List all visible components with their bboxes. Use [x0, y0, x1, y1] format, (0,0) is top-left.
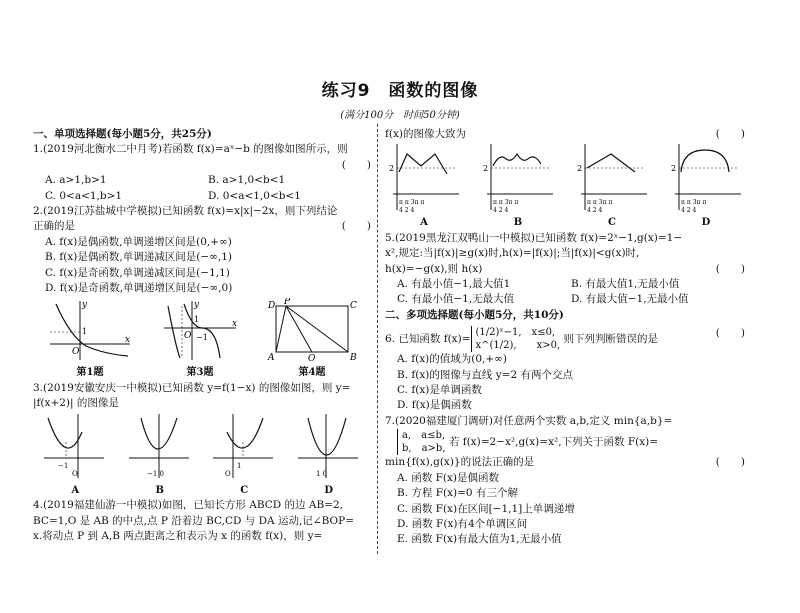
tick-label-1: 1: [194, 315, 200, 325]
section-header-multiple-choice: 二、多项选择题(每小题5分，共10分): [385, 308, 564, 321]
column-divider: [377, 124, 378, 554]
option-label: A: [420, 217, 428, 229]
q4-option-b[interactable]: [479, 142, 557, 230]
question-6-lead: 6. 已知函数 f(x)=: [385, 333, 471, 346]
option-b[interactable]: B. 有最大值1,无最小值: [571, 278, 680, 291]
question-4-option-graphs: [385, 142, 745, 230]
page-subtitle: (满分100分 时间50分钟): [340, 110, 460, 121]
q3-option-d-graph: [296, 412, 362, 482]
question-3-stem: 3.(2019安徽安庆一中模拟)已知函数 y=f(1−x) 的图像如图，则 y=: [33, 381, 351, 394]
piecewise-definition: [471, 326, 561, 352]
question-2-options: [33, 235, 371, 297]
tick-label: 4 2 4: [681, 207, 697, 215]
option-c[interactable]: C. 0<a<1,b>1: [45, 189, 123, 202]
tick-label: 2: [389, 164, 395, 174]
tick-label: 4 2 4: [493, 207, 509, 215]
answer-paren[interactable]: ( ): [715, 456, 745, 469]
tick-label: O: [225, 469, 231, 478]
option-label: C: [608, 217, 616, 229]
origin-label: O: [72, 347, 80, 358]
q4-option-d[interactable]: [667, 142, 745, 230]
axis-y-label: y: [82, 300, 88, 311]
q4-option-a-graph: [385, 142, 463, 214]
vertex-c-label: C: [350, 301, 357, 312]
answer-paren[interactable]: ( ): [341, 220, 371, 233]
piecewise-case-2: x^(1/2), x>0,: [475, 340, 561, 352]
question-7-options: [385, 471, 745, 548]
answer-paren[interactable]: ( ): [715, 327, 745, 340]
section-header-single-choice: 一、单项选择题(每小题5分，共25分): [33, 128, 212, 140]
tick-label: 2: [577, 164, 583, 174]
question-7: [385, 414, 745, 548]
option-d[interactable]: D. f(x)是偶函数: [397, 399, 472, 412]
piecewise-case-1: (1/2)ˣ−1, x≤0,: [475, 327, 556, 339]
option-b[interactable]: B. f(x)的图像与直线 y=2 有两个交点: [397, 368, 573, 381]
page-title: 练习9 函数的图像: [321, 81, 479, 101]
question-5: [385, 231, 745, 308]
question-4: [33, 498, 371, 544]
question-3-stem-cont: |f(x+2)| 的图像是: [33, 397, 119, 410]
option-c[interactable]: C. f(x)是单调函数: [397, 384, 482, 397]
q3-option-c-graph: [211, 412, 277, 482]
option-b[interactable]: B. a>1,0<b<1: [208, 174, 286, 187]
figure-q4-rectangle: [266, 298, 358, 364]
axis-y-label: y: [194, 300, 200, 311]
option-label: C: [240, 484, 249, 496]
q3-option-c[interactable]: [211, 412, 277, 498]
tick-label: −1 0: [146, 469, 164, 478]
answer-paren[interactable]: ( ): [715, 128, 745, 140]
option-a[interactable]: A. 有最小值−1,最大值1: [397, 278, 511, 291]
answer-paren[interactable]: ( ): [341, 158, 371, 171]
piecewise-definition: [397, 429, 446, 455]
piecewise-case-1: a, a≤b,: [402, 430, 446, 442]
option-a[interactable]: A. a>1,b>1: [45, 174, 107, 187]
figure-q3: [160, 298, 240, 380]
q3-option-a-graph: [42, 412, 108, 482]
origin-label: O: [184, 331, 192, 342]
piecewise-case-2: b, a>b,: [402, 443, 446, 455]
axis-x-label: x: [125, 335, 131, 346]
option-b[interactable]: B. f(x)是偶函数,单调递减区间是(−∞,1): [45, 251, 232, 264]
tick-label: O: [72, 469, 78, 478]
question-7-line-3: min{f(x),g(x)}的说法正确的是: [385, 456, 535, 469]
answer-paren[interactable]: ( ): [715, 262, 745, 275]
option-e[interactable]: E. 函数 F(x)有最大值为1,无最小值: [397, 533, 562, 546]
option-label: D: [701, 217, 711, 229]
question-figures: [33, 298, 371, 380]
question-5-line-2: x²,规定:当|f(x)|≥g(x)时,h(x)=|f(x)|;当|f(x)|<g(x)时,: [385, 247, 640, 260]
tick-label: 4 2 4: [399, 207, 415, 215]
figure-q1-caption: 第1题: [76, 367, 104, 379]
question-4-line-3: x.将动点 P 到 A,B 两点距离之和表示为 x 的函数 f(x)，则 y=: [33, 529, 323, 542]
q3-option-d[interactable]: [296, 412, 362, 498]
option-d[interactable]: D. 函数 F(x)有4个单调区间: [397, 517, 528, 530]
question-6-tail: 则下列判断错误的是: [563, 333, 658, 346]
option-d[interactable]: D. 有最大值−1,无最小值: [571, 293, 689, 306]
question-2: [33, 204, 371, 296]
question-4-line-1: 4.(2019福建仙游一中模拟)如图，已知长方形 ABCD 的边 AB=2,: [33, 499, 344, 512]
tick-label: 4 2 4: [587, 207, 603, 215]
right-column: [385, 127, 745, 548]
tick-label: 1: [237, 461, 242, 470]
question-3: [33, 381, 371, 498]
vertex-a-label: A: [268, 353, 275, 364]
option-label: B: [513, 217, 523, 229]
question-7-line-2: 若 f(x)=2−x²,g(x)=x²,下列关于函数 F(x)=: [448, 436, 659, 449]
option-a[interactable]: A. 函数 F(x)是偶函数: [397, 471, 499, 484]
option-label: B: [155, 484, 164, 496]
question-4-line-2: BC=1,O 是 AB 的中点,点 P 沿着边 BC,CD 与 DA 运动,记∠BOP=: [33, 514, 354, 527]
tick-label-neg1: −1: [196, 333, 208, 343]
tick-label-1: 1: [82, 327, 88, 337]
tick-label: 2: [483, 164, 489, 174]
vertex-b-label: B: [350, 353, 357, 364]
figure-q3-caption: 第3题: [186, 367, 214, 379]
question-6: [385, 326, 745, 414]
figure-q1-graph: [46, 298, 134, 364]
tick-label: π π 3π π: [681, 199, 707, 207]
tick-label: π π 3π π: [587, 199, 613, 207]
figure-q4-caption: 第4题: [298, 367, 326, 379]
option-b[interactable]: B. 方程 F(x)=0 有三个解: [397, 487, 518, 500]
question-5-options: [385, 277, 745, 308]
question-5-line-1: 5.(2019黑龙江双鸭山一中模拟)已知函数 f(x)=2ˣ−1,g(x)=1−: [385, 231, 683, 244]
question-1: [33, 142, 371, 204]
q3-option-b-graph: [127, 412, 193, 482]
q4-option-a[interactable]: [385, 142, 463, 230]
tick-label: π π 3π π: [493, 199, 519, 207]
option-label: A: [71, 484, 80, 496]
q4-option-b-graph: [479, 142, 557, 214]
option-c[interactable]: C. f(x)是奇函数,单调递减区间是(−1,1): [45, 266, 230, 279]
q4-option-d-graph: [667, 142, 745, 214]
point-o-label: O: [308, 354, 316, 365]
figure-q1: [46, 298, 134, 380]
option-d[interactable]: D. f(x)是奇函数,单调递增区间是(−∞,0): [45, 282, 233, 295]
figure-q4: [266, 298, 358, 380]
tick-label: −1: [58, 461, 69, 470]
question-2-stem-cont: 正确的是: [33, 220, 75, 233]
vertex-d-label: D: [268, 301, 276, 312]
q3-option-b[interactable]: [127, 412, 193, 498]
question-2-stem: 2.(2019江苏盐城中学模拟)已知函数 f(x)=x|x|−2x，则下列结论: [33, 205, 338, 218]
option-d[interactable]: D. 0<a<1,0<b<1: [208, 189, 301, 202]
figure-q3-graph: [160, 298, 240, 364]
question-6-options: [385, 352, 745, 414]
tick-label: 1 0: [315, 469, 327, 478]
left-column: [33, 127, 371, 544]
point-p-label: P: [284, 298, 291, 308]
option-c[interactable]: C. 函数 F(x)在区间[−1,1]上单调递增: [397, 502, 575, 515]
option-c[interactable]: C. 有最小值−1,无最大值: [397, 293, 515, 306]
question-7-line-1: 7.(2020福建厦门调研)对任意两个实数 a,b,定义 min{a,b}=: [385, 414, 673, 427]
q3-option-a[interactable]: [42, 412, 108, 498]
axis-x-label: x: [232, 319, 238, 330]
q4-option-c-graph: [573, 142, 651, 214]
tick-label: π π 3π π: [399, 199, 425, 207]
q4-option-c[interactable]: [573, 142, 651, 230]
option-a[interactable]: A. f(x)的值域为(0,+∞): [397, 353, 508, 366]
question-3-option-graphs: [33, 412, 371, 498]
question-4-stem-cont: f(x)的图像大致为: [385, 128, 467, 140]
question-5-line-3: h(x)=−g(x),则 h(x): [385, 262, 483, 275]
question-1-options: [33, 173, 371, 204]
option-label: D: [324, 484, 334, 496]
option-a[interactable]: A. f(x)是偶函数,单调递增区间是(0,+∞): [45, 235, 232, 248]
question-1-stem: 1.(2019河北衡水二中月考)若函数 f(x)=aˣ−b 的图像如图所示，则: [33, 143, 348, 156]
tick-label: 2: [671, 164, 677, 174]
